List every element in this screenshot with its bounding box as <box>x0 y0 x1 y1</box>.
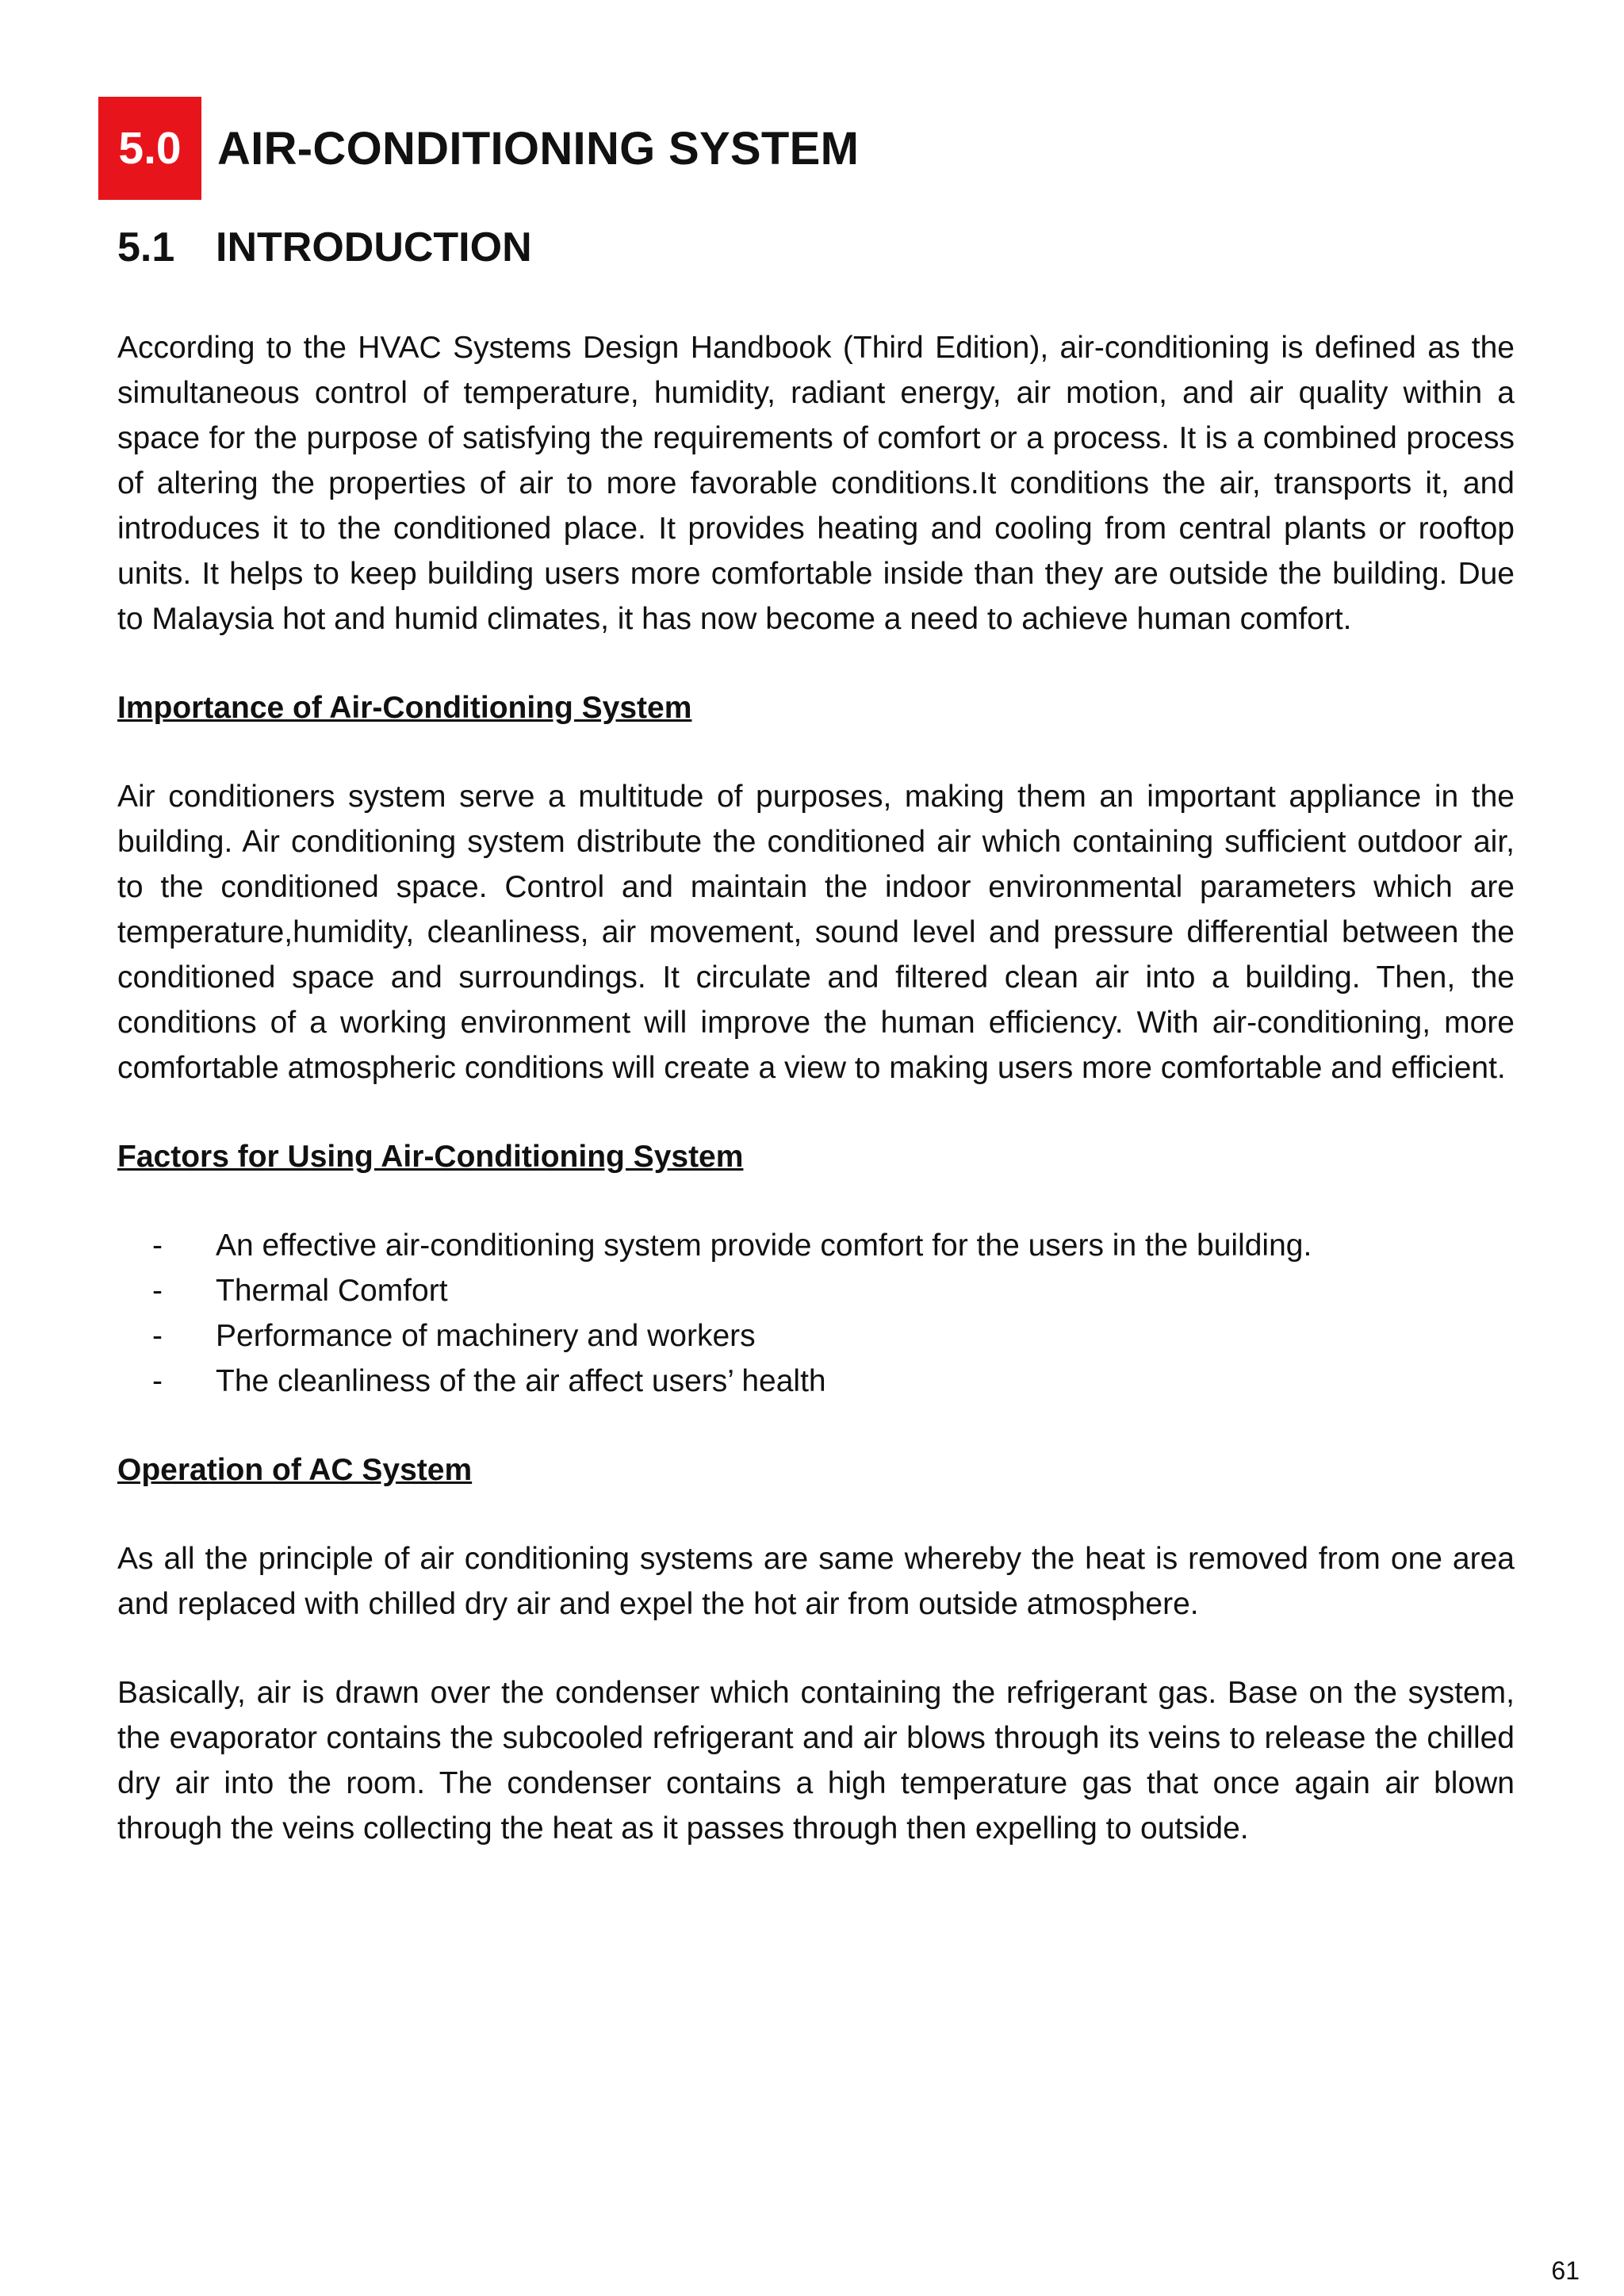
importance-heading: Importance of Air-Conditioning System <box>117 691 692 725</box>
dash-bullet: - <box>152 1319 163 1353</box>
importance-paragraph: Air conditioners system serve a multitude of purposes, making them an important appliance in the building. Air conditioning system distribute the conditioned air which containing sufficient outdoor air, to the conditioned space. Control and maintain the indoor environmental parameters which are temperature,humidity, cleanliness, air movement, sound level and pressure differential between the conditioned space and surroundings. It circulate and filtered clean air into a building. Then, the conditions of a working environment will improve the human efficiency. With air-conditioning, more comfortable atmospheric conditions will create a view to making users more comfortable and efficient. <box>117 780 1515 1085</box>
list-item-text: Thermal Comfort <box>216 1274 448 1308</box>
operation-paragraph-2: Basically, air is drawn over the condenser which containing the refrigerant gas. Base on the system, the evaporator contains the subcooled refrigerant and air blows through its veins to release the chilled dry air into the room. The condenser contains a high temperature gas that once again air blown through the veins collecting the heat as it passes through then expelling to outside. <box>117 1676 1515 1846</box>
dash-bullet: - <box>152 1274 163 1308</box>
list-item <box>117 1313 1515 1359</box>
intro-paragraph: According to the HVAC Systems Design Handbook (Third Edition), air-conditioning is defined as the simultaneous control of temperature, humidity, radiant energy, air motion, and air quality within a space for the purpose of satisfying the requirements of comfort or a process. It is a combined process of altering the properties of air to more favorable conditions.It conditions the air, transports it, and introduces it to the conditioned place. It provides heating and cooling from central plants or rooftop units. It helps to keep building users more comfortable inside than they are outside the building. Due to Malaysia hot and humid climates, it has now become a need to achieve human comfort. <box>117 331 1515 636</box>
chapter-header <box>98 97 859 200</box>
section-title: INTRODUCTION <box>216 224 532 270</box>
chapter-number-badge: 5.0 <box>98 97 201 200</box>
chapter-title: AIR-CONDITIONING SYSTEM <box>217 122 860 174</box>
document-body <box>117 325 1515 1895</box>
list-item <box>117 1268 1515 1313</box>
factors-heading: Factors for Using Air-Conditioning System <box>117 1140 744 1174</box>
section-heading <box>117 224 532 271</box>
page-number: 61 <box>1551 2256 1580 2285</box>
list-item <box>117 1223 1515 1268</box>
list-item-text: An effective air-conditioning system provide comfort for the users in the building. <box>216 1228 1312 1263</box>
operation-heading: Operation of AC System <box>117 1453 473 1487</box>
dash-bullet: - <box>152 1364 163 1398</box>
list-item <box>117 1359 1515 1404</box>
list-item-text: Performance of machinery and workers <box>216 1319 756 1353</box>
section-number: 5.1 <box>117 224 175 270</box>
list-item-text: The cleanliness of the air affect users’ health <box>216 1364 826 1398</box>
factors-list <box>117 1223 1515 1404</box>
dash-bullet: - <box>152 1228 163 1263</box>
operation-paragraph-1: As all the principle of air conditioning systems are same whereby the heat is removed from one area and replaced with chilled dry air and expel the hot air from outside atmosphere. <box>117 1542 1515 1621</box>
